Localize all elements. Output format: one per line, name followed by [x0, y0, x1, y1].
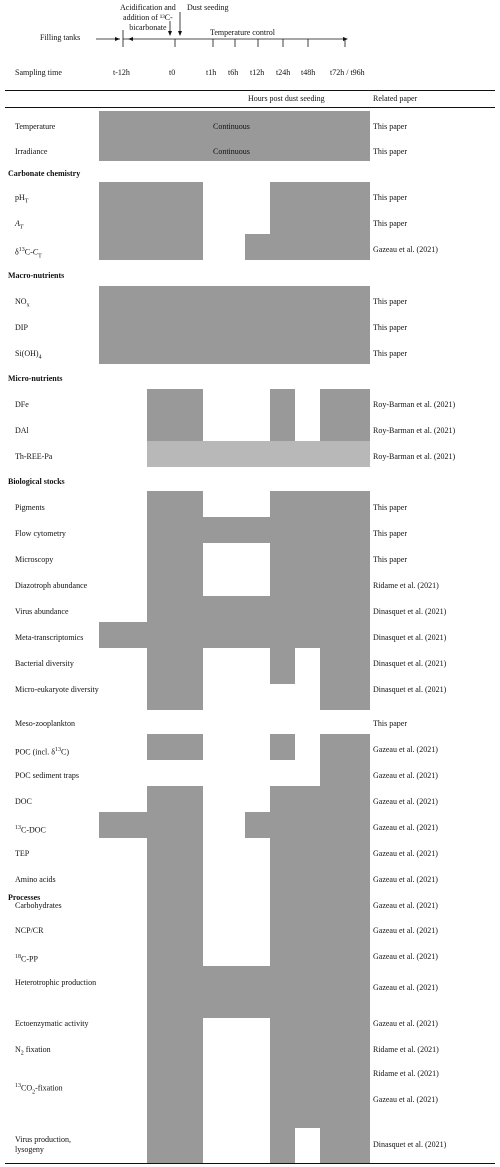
row-label: Bacterial diversity: [15, 659, 74, 668]
row-paper: This paper: [373, 349, 407, 358]
row-label: DAl: [15, 426, 29, 435]
time-t6h: t6h: [228, 68, 239, 77]
time-t72h-t96h: t72h / t96h: [330, 68, 365, 77]
row-paper: This paper: [373, 122, 407, 131]
row-label: $A_T$: [15, 219, 24, 231]
row-paper: This paper: [373, 555, 407, 564]
row-label: POC (incl. $\delta^{13}C$): [15, 747, 69, 757]
row-paper: Gazeau et al. (2021): [373, 823, 438, 832]
row-label: Flow cytometry: [15, 529, 66, 538]
row-paper: Gazeau et al. (2021): [373, 926, 438, 935]
row-paper: This paper: [373, 193, 407, 202]
row-label: $^{13}CO_2$-fixation: [15, 1083, 63, 1096]
section-macro: Macro-nutrients: [8, 271, 65, 280]
section-carbonate: Carbonate chemistry: [8, 169, 81, 178]
related-paper-header: Related paper: [373, 94, 418, 103]
row-paper: Dinasquet et al. (2021): [373, 659, 447, 668]
sampling-time-label: Sampling time: [15, 68, 62, 77]
section-bio: Biological stocks: [8, 477, 65, 486]
section-processes: Processes: [8, 893, 41, 902]
time-t24h: t24h: [276, 68, 291, 77]
hours-post-label: Hours post dust seeding: [248, 94, 325, 103]
row-label: Heterotrophic production: [15, 978, 97, 987]
row-paper: Roy-Barman et al. (2021): [373, 452, 456, 461]
row-paper: This paper: [373, 719, 407, 728]
time-t0: t0: [169, 68, 176, 77]
row-label: Temperature: [15, 122, 56, 131]
time-t-12h: t-12h: [113, 68, 130, 77]
row-label: Meta-transcriptomics: [15, 633, 84, 642]
row-label: Diazotroph abundance: [15, 581, 88, 590]
row-label: DOC: [15, 797, 32, 806]
row-paper: Roy-Barman et al. (2021): [373, 400, 456, 409]
row-paper: Gazeau et al. (2021): [373, 875, 438, 884]
table-top-rule: [5, 107, 495, 108]
row-label: Irradiance: [15, 147, 48, 156]
row-paper: Gazeau et al. (2021): [373, 983, 438, 992]
row-paper: Ridame et al. (2021): [373, 581, 439, 590]
row-paper: Ridame et al. (2021): [373, 1045, 439, 1054]
row-label: $N_2$ fixation: [15, 1045, 51, 1057]
row-label: $^{13}$C-DOC: [15, 825, 46, 835]
row-paper: Dinasquet et al. (2021): [373, 1140, 447, 1149]
row-paper: This paper: [373, 323, 407, 332]
row-paper: Dinasquet et al. (2021): [373, 685, 447, 694]
row-label: Micro-eukaryote diversity: [15, 685, 99, 694]
row-label: Meso-zooplankton: [15, 719, 75, 728]
temperature-continuous: Continuous: [213, 122, 250, 131]
time-t48h: t48h: [301, 68, 316, 77]
row-paper: Roy-Barman et al. (2021): [373, 426, 456, 435]
table-bottom-rule: [5, 1163, 495, 1164]
row-paper: Gazeau et al. (2021): [373, 745, 438, 754]
row-paper: Gazeau et al. (2021): [373, 901, 438, 910]
row-label: Microscopy: [15, 555, 54, 564]
time-t1h: t1h: [206, 68, 217, 77]
row-paper: This paper: [373, 147, 407, 156]
row-label: NCP/CR: [15, 926, 44, 935]
row-paper: Gazeau et al. (2021): [373, 771, 438, 780]
row-label: DFe: [15, 400, 29, 409]
dust-seeding-label: Dust seeding: [187, 3, 229, 12]
row-paper: Dinasquet et al. (2021): [373, 633, 447, 642]
row-label: $^{18}$C-PP: [15, 954, 38, 964]
row-paper: Gazeau et al. (2021): [373, 1019, 438, 1028]
row-label: Virus production, lysogeny: [15, 1135, 71, 1154]
row-paper: Gazeau et al. (2021): [373, 245, 438, 254]
irradiance-continuous: Continuous: [213, 147, 250, 156]
section-micro: Micro-nutrients: [8, 374, 63, 383]
row-label: Pigments: [15, 503, 45, 512]
row-paper: Gazeau et al. (2021): [373, 952, 438, 961]
row-label: DIP: [15, 323, 28, 332]
row-paper-2: Gazeau et al. (2021): [373, 1095, 438, 1104]
row-label: TEP: [15, 849, 30, 858]
row-paper: This paper: [373, 297, 407, 306]
row-label: Th-REE-Pa: [15, 452, 53, 461]
row-paper: This paper: [373, 219, 407, 228]
row-label: $\delta^{13}C-C_T$: [15, 247, 42, 260]
row-label: POC sediment traps: [15, 771, 79, 780]
row-label: $Si(OH)_4$: [15, 349, 42, 361]
row-label: Carbohydrates: [15, 901, 62, 910]
row-paper: Ridame et al. (2021): [373, 1069, 439, 1078]
row-label: Amino acids: [15, 875, 56, 884]
row-label: Ectoenzymatic activity: [15, 1019, 89, 1028]
filling-tanks-label: Filling tanks: [40, 33, 81, 42]
row-label: $NO_x$: [15, 297, 30, 309]
row-label: $pH_T$: [15, 193, 29, 205]
header-rule: [5, 90, 495, 91]
acidification-label: Acidification and addition of ¹³C- bicarbonate: [120, 3, 176, 32]
row-paper: Gazeau et al. (2021): [373, 849, 438, 858]
row-paper: This paper: [373, 529, 407, 538]
row-label: Virus abundance: [15, 607, 69, 616]
time-t12h: t12h: [250, 68, 265, 77]
row-paper: Gazeau et al. (2021): [373, 797, 438, 806]
row-paper: Dinasquet et al. (2021): [373, 607, 447, 616]
temperature-control-label: Temperature control: [210, 28, 275, 37]
row-paper: This paper: [373, 503, 407, 512]
